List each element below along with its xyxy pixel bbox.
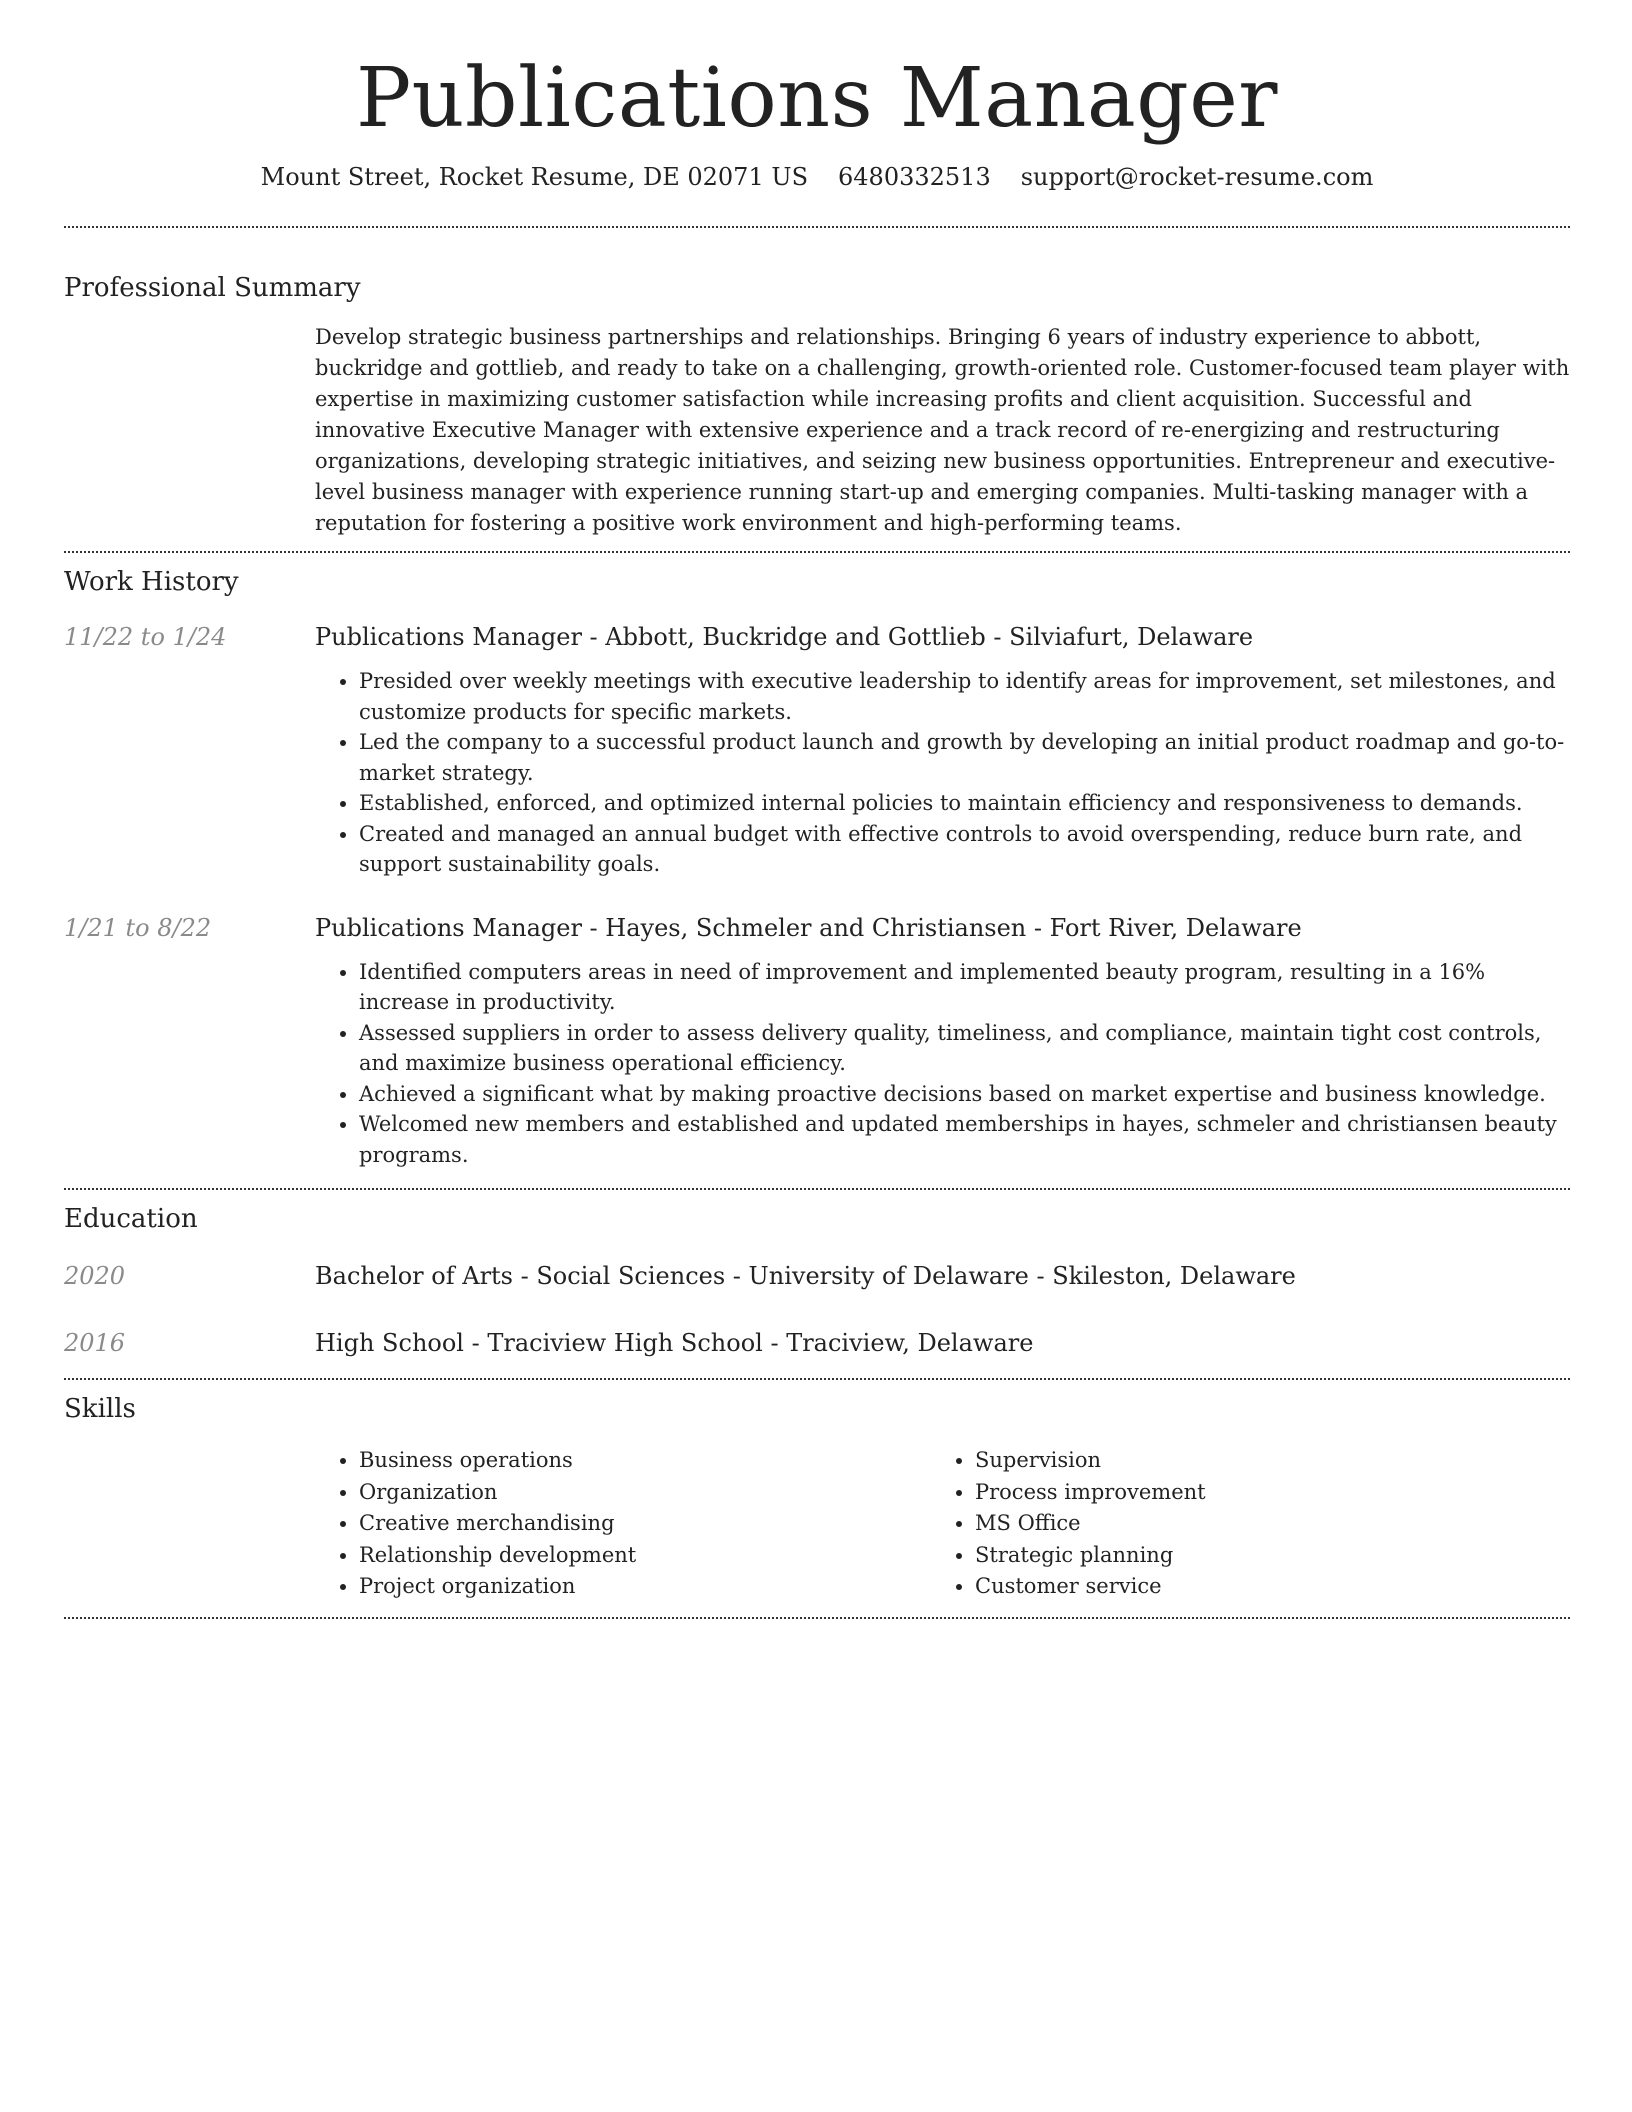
skill-item: • Supervision [975,1445,1547,1477]
job-bullet: • Led the company to a successful product launch and growth by developing an initial product roadmap and go-to-market strategy. [359,727,1570,788]
skills-section [64,1391,1570,1603]
skills-heading: Skills [64,1394,136,1425]
job-heading: Publications Manager - Hayes, Schmeler and Christiansen - Fort River, Delaware [315,913,1302,942]
candidate-name: Publications Manager [355,51,1278,146]
resume-page [64,0,1570,1619]
job-entry [64,620,1570,880]
education-year: 2016 [64,1329,126,1358]
summary-text: Develop strategic business partnerships and relationships. Bringing 6 years of industry experience to abbott, buckridge and gottlieb, and ready to take on a challenging, growth-oriented role. Customer-focused team player with expertise in maximizing customer satisfaction while increasing profits and client acquisition. Successful and innovative Executive Manager with extensive experience and a track record of re-energizing and restructuring organizations, developing strategic initiatives, and seizing new business opportunities. Entrepreneur and executive-level business manager with experience running start-up and emerging companies. Multi-tasking manager with a reputation for fostering a positive work environment and high-performing teams. [315,325,1570,536]
section-divider [64,1378,1570,1380]
education-degree: Bachelor of Arts - Social Sciences - University of Delaware - Skileston, Delaware [315,1262,1296,1291]
job-bullet: • Created and managed an annual budget with effective controls to avoid overspending, reduce burn rate, and support sustainability goals. [359,819,1570,880]
skill-item: • Business operations [359,1445,931,1477]
job-dates: 1/21 to 8/22 [64,913,212,942]
education-entry [64,1326,1570,1360]
work-history-section [64,564,1570,1170]
job-bullet: • Achieved a significant what by making proactive decisions based on market expertise and business knowledge. [359,1079,1570,1110]
contact-line [64,160,1570,194]
section-divider [64,551,1570,553]
work-history-heading: Work History [64,567,239,598]
job-entry [64,911,1570,1171]
job-bullets [315,957,1570,1171]
education-section [64,1201,1570,1360]
education-year: 2020 [64,1262,126,1291]
summary-heading: Professional Summary [64,273,361,304]
skill-item: • Project organization [359,1571,931,1603]
skill-item: • Strategic planning [975,1540,1547,1572]
skill-item: • Relationship development [359,1540,931,1572]
contact-address: Mount Street, Rocket Resume, DE 02071 US [260,163,809,192]
education-entry [64,1259,1570,1293]
section-divider [64,1188,1570,1190]
education-heading: Education [64,1204,198,1235]
skill-item: • MS Office [975,1508,1547,1540]
skill-item: • Customer service [975,1571,1547,1603]
job-bullet: • Assessed suppliers in order to assess delivery quality, timeliness, and compliance, maintain tight cost controls, and maximize business operational efficiency. [359,1018,1570,1079]
job-heading: Publications Manager - Abbott, Buckridge and Gottlieb - Silviafurt, Delaware [315,623,1254,652]
contact-email: support@rocket-resume.com [1020,163,1374,192]
section-divider [64,1617,1570,1619]
job-dates: 11/22 to 1/24 [64,623,227,652]
contact-phone: 6480332513 [838,163,991,192]
skills-list-left [315,1445,931,1603]
skill-item: • Creative merchandising [359,1508,931,1540]
skills-list-right [931,1445,1547,1603]
summary-section [64,270,1570,539]
job-bullet: • Identified computers areas in need of improvement and implemented beauty program, resulting in a 16% increase in productivity. [359,957,1570,1018]
education-degree: High School - Traciview High School - Traciview, Delaware [315,1329,1034,1358]
section-divider [64,226,1570,228]
skill-item: • Process improvement [975,1477,1547,1509]
job-bullet: • Presided over weekly meetings with executive leadership to identify areas for improvement, set milestones, and customize products for specific markets. [359,666,1570,727]
job-bullet: • Welcomed new members and established and updated memberships in hayes, schmeler and christiansen beauty programs. [359,1109,1570,1170]
skill-item: • Organization [359,1477,931,1509]
job-bullets [315,666,1570,880]
job-bullet: • Established, enforced, and optimized internal policies to maintain efficiency and responsiveness to demands. [359,788,1570,819]
